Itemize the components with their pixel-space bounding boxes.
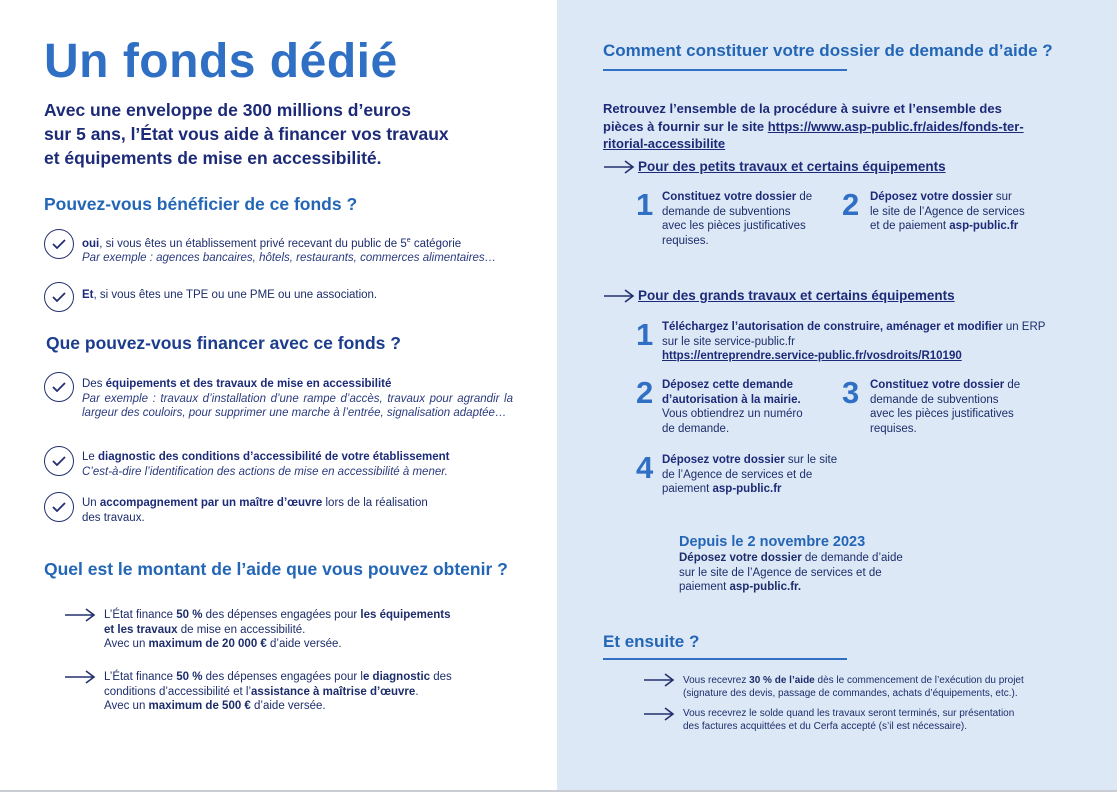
example-text: Par exemple : travaux d’installation d’une rampe d’accès, travaux pour agrandir la largeur des couloirs, pour supprimer une marche à l’entrée, signalisation adaptée… <box>82 392 513 419</box>
bold-text: Constituez votre dossier <box>662 191 797 203</box>
eligibility-text <box>82 234 496 266</box>
text: des dépenses engagées pour <box>202 609 361 621</box>
next-step-item <box>683 674 1024 700</box>
text: un ERP <box>1002 321 1046 333</box>
check-circle-icon <box>44 229 74 259</box>
heading-eligibility: Pouvez-vous bénéficier de ce fonds ? <box>44 194 358 214</box>
text: de l’Agence de services et de <box>662 468 813 481</box>
service-public-link[interactable]: https://entreprendre.service-public.fr/vosdroits/R10190 <box>662 350 962 362</box>
text: pièces à fournir sur le site <box>603 118 768 134</box>
superscript: e <box>406 237 411 244</box>
amount-item <box>104 670 452 714</box>
heading-small-works: Pour des petits travaux et certains équipements <box>638 159 946 174</box>
text: conditions d’accessibilité et l’ <box>104 685 252 698</box>
step-text <box>870 190 1025 234</box>
text: sur <box>992 191 1012 203</box>
step-text <box>870 378 1020 436</box>
bold-text: Déposez votre dossier <box>662 454 785 466</box>
bold-text: Téléchargez l’autorisation de construire, aménager et modifier <box>662 321 1003 333</box>
bold-text: assistance à maîtrise d’œuvre <box>251 685 416 698</box>
text: paiement <box>662 483 713 495</box>
step-number: 2 <box>842 187 860 222</box>
eligibility-item <box>44 282 377 312</box>
bold-text: accompagnement par un maître d’œuvre <box>99 497 323 509</box>
step-text <box>662 320 1045 364</box>
text: Retrouvez l’ensemble de la procédure à suivre et l’ensemble des <box>603 101 1002 116</box>
bold-text: Déposez votre dossier <box>870 191 993 203</box>
bold-text: diagnostic des conditions d’accessibilité de votre établissement <box>98 451 450 463</box>
step-number: 2 <box>636 375 654 410</box>
financing-item <box>44 492 428 525</box>
heading-amount: Quel est le montant de l’aide que vous pouvez obtenir ? <box>44 559 508 579</box>
heading-financing: Que pouvez-vous financer avec ce fonds ? <box>46 333 401 353</box>
bold-text: e diagnostic <box>362 671 431 683</box>
text: . <box>415 685 419 698</box>
bold-text: 30 % de l’aide <box>749 675 815 686</box>
intro-text <box>44 98 524 170</box>
bold-text: Déposez votre dossier <box>679 552 802 564</box>
heading-big-works: Pour des grands travaux et certains équipements <box>638 288 955 303</box>
text: de <box>1004 379 1021 391</box>
bold-text: oui <box>82 237 100 250</box>
bold-text: Et <box>82 289 94 301</box>
bold-text: les équipements <box>360 609 451 621</box>
text: Des <box>82 378 106 390</box>
procedure-intro <box>603 100 1083 153</box>
text: des factures acquittées et du Cerfa accepté (s’il est nécessaire). <box>683 721 968 732</box>
text: de demande. <box>662 422 730 435</box>
asp-public-link[interactable]: ritorial-accessibilite <box>603 136 726 151</box>
text: des <box>430 671 452 683</box>
bold-text: maximum de 20 000 € <box>148 638 267 650</box>
text: Un <box>82 497 100 509</box>
page-title: Un fonds dédié <box>44 35 398 88</box>
text: , si vous êtes une TPE ou une PME ou une association. <box>93 289 378 301</box>
bold-text: équipements et des travaux de mise en accessibilité <box>105 378 392 390</box>
financing-text <box>82 496 428 525</box>
check-circle-icon <box>44 492 74 522</box>
financing-item <box>44 372 513 421</box>
financing-text <box>82 377 513 421</box>
text: Avec un <box>104 638 149 650</box>
step-text <box>662 378 803 436</box>
text: , si vous êtes un établissement privé recevant du public de 5 <box>99 237 407 250</box>
heading-underline <box>603 69 847 71</box>
check-circle-icon <box>44 372 74 402</box>
arrow-right-icon <box>64 608 96 622</box>
bold-text: asp-public.fr <box>949 220 1019 232</box>
step-number: 1 <box>636 317 654 352</box>
bold-text: et les travaux <box>104 623 178 636</box>
check-circle-icon <box>44 282 74 312</box>
since-date-heading: Depuis le 2 novembre 2023 <box>679 534 866 550</box>
text: Vous recevrez <box>683 675 750 686</box>
text: demande de subventions <box>870 393 999 406</box>
bold-text: maximum de 500 € <box>148 700 251 712</box>
bold-text: 50 % <box>176 671 203 683</box>
text: requises. <box>662 234 709 247</box>
check-circle-icon <box>44 446 74 476</box>
step-number: 1 <box>636 187 654 222</box>
step-text <box>662 453 837 497</box>
text: le site de l’Agence de services <box>870 205 1025 218</box>
text: Vous obtiendrez un numéro <box>662 408 803 420</box>
bold-text: Déposez cette demande <box>662 379 794 391</box>
step-number: 4 <box>636 450 654 485</box>
eligibility-text <box>82 288 377 303</box>
text: dès le commencement de l’exécution du projet <box>814 675 1024 686</box>
intro-line: et équipements de mise en accessibilité. <box>44 148 382 168</box>
intro-line: Avec une enveloppe de 300 millions d’euros <box>44 100 411 120</box>
heading-underline <box>603 658 847 660</box>
amount-item <box>104 608 451 652</box>
text: de <box>796 191 813 203</box>
text: de mise en accessibilité. <box>177 623 306 636</box>
text: avec les pièces justificatives <box>870 408 1014 420</box>
intro-line: sur 5 ans, l’État vous aide à financer vos travaux <box>44 124 449 144</box>
example-text: Par exemple : agences bancaires, hôtels, restaurants, commerces alimentaires… <box>82 252 497 265</box>
bold-text: 50 % <box>176 609 203 621</box>
arrow-right-icon <box>603 160 635 174</box>
text: Avec un <box>104 700 149 712</box>
text: L’État finance <box>104 671 177 683</box>
next-step-item <box>683 707 1014 733</box>
text: requises. <box>870 422 917 435</box>
text: Le <box>82 451 98 463</box>
bold-text: asp-public.fr <box>712 483 782 495</box>
arrow-right-icon <box>643 673 675 687</box>
text: (signature des devis, passage de commandes, achats d’équipements, etc.). <box>683 688 1018 699</box>
since-date-text <box>679 551 903 595</box>
text: et de paiement <box>870 220 950 232</box>
text: d’aide versée. <box>266 638 342 650</box>
step-number: 3 <box>842 375 860 410</box>
text: avec les pièces justificatives <box>662 220 806 232</box>
arrow-right-icon <box>603 289 635 303</box>
text: lors de la réalisation <box>322 497 428 509</box>
heading-how-to-apply: Comment constituer votre dossier de demande d’aide ? <box>603 41 1053 60</box>
bold-text: Constituez votre dossier <box>870 379 1005 391</box>
eligibility-item <box>44 229 496 266</box>
financing-text <box>82 450 450 479</box>
arrow-right-icon <box>643 707 675 721</box>
text: de demande d’aide <box>801 552 903 564</box>
financing-item <box>44 446 450 479</box>
bold-text: asp-public.fr. <box>729 581 802 593</box>
step-text <box>662 190 812 248</box>
text: d’aide versée. <box>250 700 326 712</box>
text: sur le site service-public.fr <box>662 335 795 348</box>
text: L’État finance <box>104 609 177 621</box>
text: paiement <box>679 581 730 593</box>
text: sur le site <box>784 454 838 466</box>
text: demande de subventions <box>662 205 791 218</box>
text: Vous recevrez le solde quand les travaux seront terminés, sur présentation <box>683 708 1015 719</box>
text: sur le site de l’Agence de services et de <box>679 566 882 579</box>
asp-public-link[interactable]: https://www.asp-public.fr/aides/fonds-ter- <box>767 118 1024 134</box>
arrow-right-icon <box>64 670 96 684</box>
example-text: C’est-à-dire l’identification des actions de mise en accessibilité à mener. <box>82 465 448 478</box>
text: des dépenses engagées pour l <box>202 671 363 683</box>
bold-text: d’autorisation à la mairie. <box>662 393 801 406</box>
text: des travaux. <box>82 511 145 524</box>
text: catégorie <box>410 237 462 250</box>
heading-next-steps: Et ensuite ? <box>603 632 700 651</box>
